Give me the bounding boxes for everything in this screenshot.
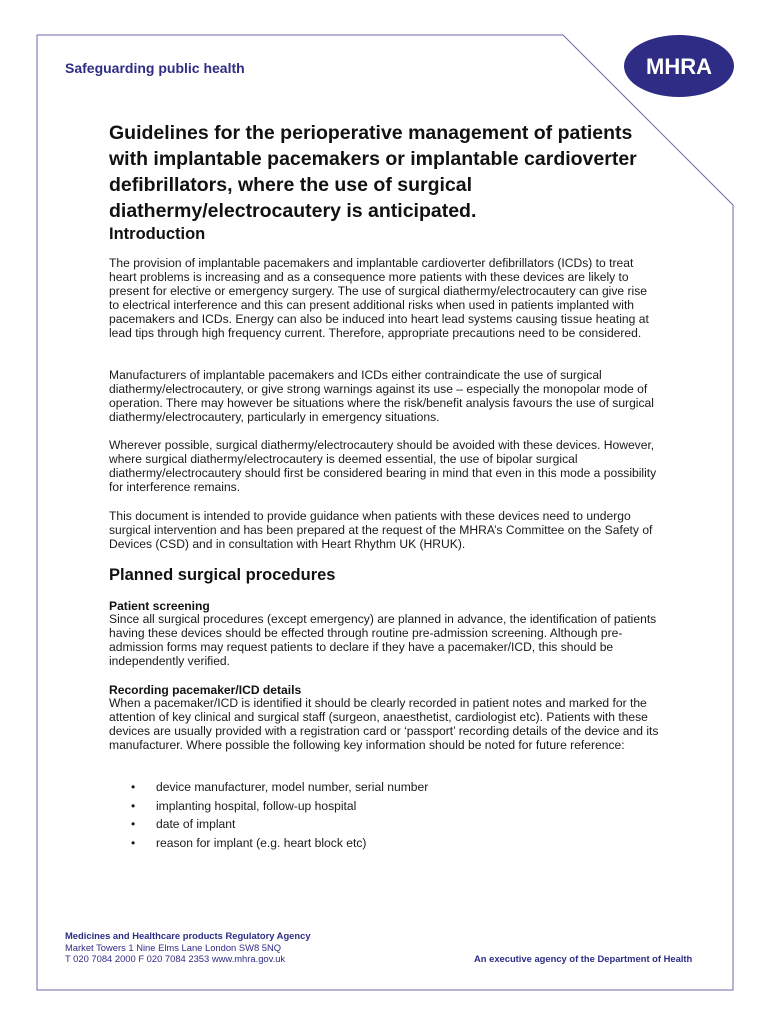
footer-address: Market Towers 1 Nine Elms Lane London SW8 5NQ — [65, 941, 282, 953]
list-item-text: device manufacturer, model number, serial number — [156, 780, 429, 794]
bullet-icon: • — [131, 798, 136, 813]
key-information-list — [109, 779, 609, 853]
patient-screening-text: Since all surgical procedures (except emergency) are planned in advance, the identification of patients having these devices should be effected through routine pre-admission screening. Although pre-admission forms may request patients to declare if they have a pacemaker/ICD, this should be independently verified. — [109, 612, 657, 669]
list-item-text: implanting hospital, follow-up hospital — [156, 798, 357, 813]
intro-paragraph-4: This document is intended to provide guidance when patients with these devices need to undergo surgical intervention and has been prepared at the request of the MHRA’s Committee on the Safety of Devices (CSD) and in consultation with Heart Rhythm UK (HRUK). — [109, 509, 653, 552]
list-item-text: reason for implant (e.g. heart block etc) — [156, 835, 367, 850]
mhra-logo — [624, 35, 734, 97]
recording-details-text: When a pacemaker/ICD is identified it should be clearly recorded in patient notes and marked for the attention of key clinical and surgical staff (surgeon, anaesthetist, cardiologist etc). Patients with these devices are usually provided with a registration card or ‘passport’ recording details of the device and its manufacturer. Where possible the following key information should be noted for future reference: — [109, 696, 659, 753]
bullet-icon: • — [131, 817, 136, 831]
list-item-text: date of implant — [156, 817, 236, 831]
footer-agency-name: Medicines and Healthcare products Regulatory Agency — [65, 930, 311, 941]
footer-contact: T 020 7084 2000 F 020 7084 2353 www.mhra.gov.uk — [65, 953, 286, 965]
bullet-icon: • — [131, 780, 136, 794]
intro-paragraph-2: Manufacturers of implantable pacemakers and ICDs either contraindicate the use of surgical diathermy/electrocautery, or give strong warnings against its use – especially the monopolar mode of operation. There may however be situations where the risk/benefit analysis favours the use of surgical diathermy/electrocautery, particularly in emergency situations. — [109, 368, 654, 425]
list-item — [109, 816, 609, 835]
list-item — [109, 835, 609, 854]
introduction-heading: Introduction — [109, 225, 206, 243]
footer-contact-block — [65, 930, 311, 965]
logo-text: MHRA — [646, 54, 712, 79]
footer-department-note: An executive agency of the Department of Health — [474, 953, 693, 964]
tagline: Safeguarding public health — [65, 60, 245, 76]
intro-paragraph-1: The provision of implantable pacemakers and implantable cardioverter defibrillators (ICDs) to treat heart problems is increasing and as a consequence more patients with these devices are likely to present for elective or emergency surgery. The use of surgical diathermy/electrocautery can give rise to electrical interference and this can present additional risks when used in patients implanted with pacemakers and ICDs. Energy can also be induced into heart lead systems causing tissue heating at lead tips through high frequency current. Therefore, appropriate precautions need to be considered. — [109, 256, 649, 341]
intro-paragraph-3: Wherever possible, surgical diathermy/electrocautery should be avoided with these devices. However, where surgical diathermy/electrocautery is deemed essential, the use of bipolar surgical diathermy/electrocautery should first be considered bearing in mind that even in this mode a possibility for interference remains. — [109, 438, 657, 495]
recording-details-subheading: Recording pacemaker/ICD details — [109, 683, 302, 697]
list-item — [109, 798, 609, 817]
bullet-icon: • — [131, 835, 136, 850]
list-item — [109, 779, 609, 798]
planned-procedures-heading: Planned surgical procedures — [109, 566, 336, 584]
document-title: Guidelines for the perioperative management of patients with implantable pacemakers or implantable cardioverter defibrillators, where the use of surgical diathermy/electrocautery is anticipated. — [109, 122, 637, 222]
patient-screening-subheading: Patient screening — [109, 599, 210, 613]
